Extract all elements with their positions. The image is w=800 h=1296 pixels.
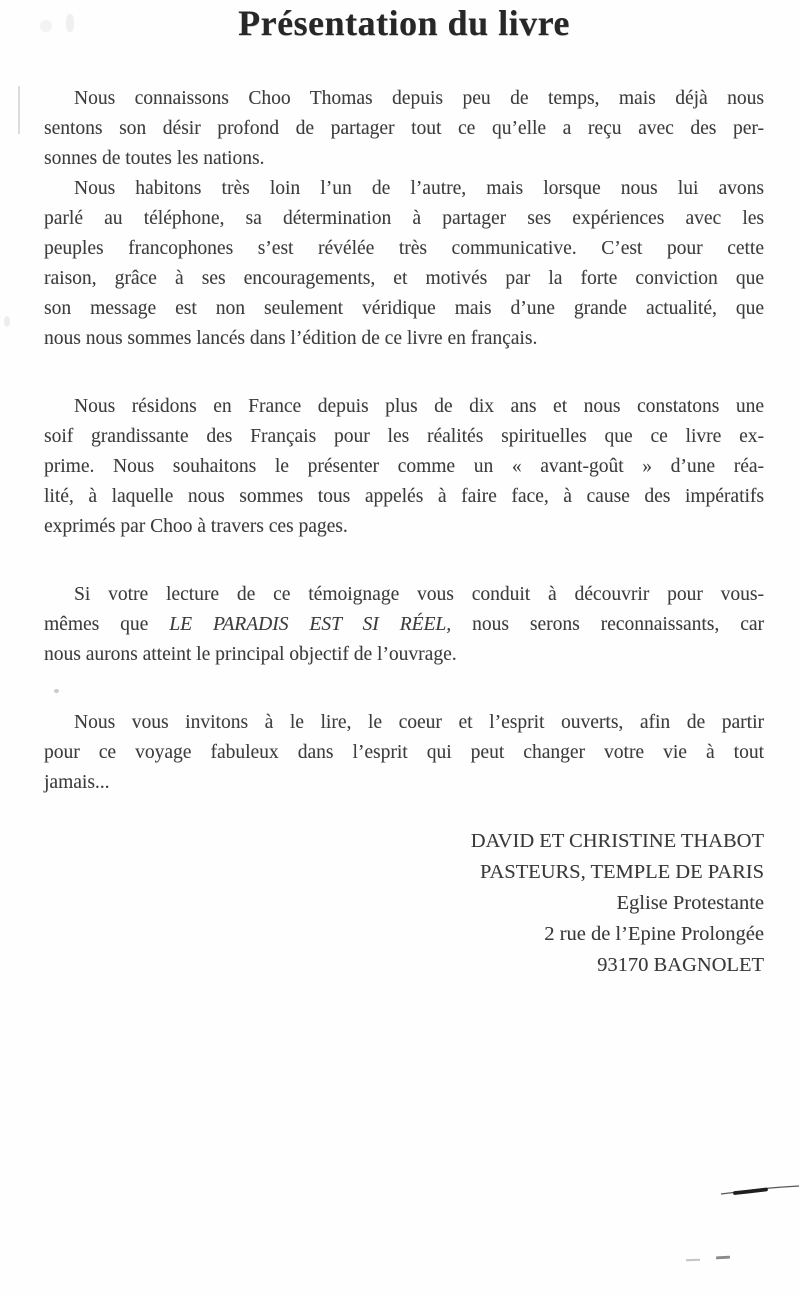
text-segment: peuples francophones s’est révélée très communicative. C’est pour cette <box>44 238 764 259</box>
text-segment: jamais... <box>44 772 110 793</box>
book-title-italic: LE PARADIS EST SI RÉEL, <box>169 614 452 635</box>
paragraph-telephone <box>44 174 764 354</box>
text-line <box>44 950 764 981</box>
paragraph-paradis <box>44 580 764 670</box>
text-segment: lité, à laquelle nous sommes tous appelés à faire face, à cause des impératifs <box>44 486 764 507</box>
paragraph-intro <box>44 84 764 174</box>
scan-artifact-left-tick <box>4 316 10 327</box>
text-segment: sonnes de toutes les nations. <box>44 148 265 169</box>
text-segment: mêmes que <box>44 614 170 635</box>
text-segment: parlé au téléphone, sa détermination à partager ses expériences avec les <box>44 208 764 229</box>
text-line <box>44 482 764 512</box>
scan-artifact-top-smudge <box>40 20 52 32</box>
text-line <box>44 264 764 294</box>
text-line <box>44 84 764 114</box>
signature-block <box>44 826 764 981</box>
text-line <box>44 512 764 542</box>
text-line <box>44 580 764 610</box>
text-line <box>44 768 764 798</box>
page-body <box>44 84 764 981</box>
text-line <box>44 738 764 768</box>
text-segment: nous serons reconnaissants, car <box>451 614 765 635</box>
text-segment: 93170 BAGNOLET <box>597 954 764 976</box>
text-line <box>44 392 764 422</box>
text-segment: soif grandissante des Français pour les réalités spirituelles que ce livre ex- <box>44 426 764 447</box>
text-segment: Nous habitons très loin l’un de l’autre, mais lorsque nous lui avons <box>74 178 764 199</box>
text-line <box>44 857 764 888</box>
text-line <box>44 204 764 234</box>
text-line <box>44 174 764 204</box>
text-segment: prime. Nous souhaitons le présenter comme un « avant-goût » d’une réa- <box>44 456 764 477</box>
text-segment: pour ce voyage fabuleux dans l’esprit qui peut changer votre vie à tout <box>44 742 764 763</box>
text-segment: exprimés par Choo à travers ces pages. <box>44 516 348 537</box>
text-segment: raison, grâce à ses encouragements, et motivés par la forte conviction que <box>44 268 764 289</box>
text-line <box>44 452 764 482</box>
text-segment: Eglise Protestante <box>616 892 764 914</box>
page-title: Présentation du livre <box>238 3 570 43</box>
scan-artifact-top-smudge <box>66 14 74 32</box>
text-line <box>44 610 764 640</box>
text-segment: DAVID ET CHRISTINE THABOT <box>470 830 764 852</box>
text-line <box>44 324 764 354</box>
text-segment: Nous connaissons Choo Thomas depuis peu de temps, mais déjà nous <box>74 88 764 109</box>
text-segment: nous nous sommes lancés dans l’édition de ce livre en français. <box>44 328 538 349</box>
scan-artifact-dot <box>54 689 59 693</box>
text-segment: 2 rue de l’Epine Prolongée <box>544 923 764 945</box>
text-segment: Si votre lecture de ce témoignage vous conduit à découvrir pour vous- <box>74 584 764 605</box>
text-line <box>44 919 764 950</box>
scan-artifact-dash <box>686 1259 700 1261</box>
text-line <box>44 640 764 670</box>
text-line <box>44 708 764 738</box>
text-segment: nous aurons atteint le principal objectif de l’ouvrage. <box>44 644 457 665</box>
text-segment: sentons son désir profond de partager tout ce qu’elle a reçu avec des per- <box>44 118 764 139</box>
text-segment: son message est non seulement véridique mais d’une grande actualité, que <box>44 298 764 319</box>
text-segment: PASTEURS, TEMPLE DE PARIS <box>479 861 764 883</box>
text-line <box>44 422 764 452</box>
text-line <box>44 114 764 144</box>
text-line <box>44 234 764 264</box>
text-segment: Nous résidons en France depuis plus de dix ans et nous constatons une <box>74 396 764 417</box>
text-line <box>44 144 764 174</box>
paragraph-invitation <box>44 708 764 798</box>
scan-artifact-dash <box>716 1256 730 1260</box>
scan-artifact-pen-stroke <box>720 1180 800 1200</box>
text-line <box>44 826 764 857</box>
text-segment: Nous vous invitons à le lire, le coeur et l’esprit ouverts, afin de partir <box>74 712 764 733</box>
text-line <box>44 888 764 919</box>
scan-artifact-left-edge-line <box>18 86 20 134</box>
paragraph-france <box>44 392 764 542</box>
text-line <box>44 294 764 324</box>
